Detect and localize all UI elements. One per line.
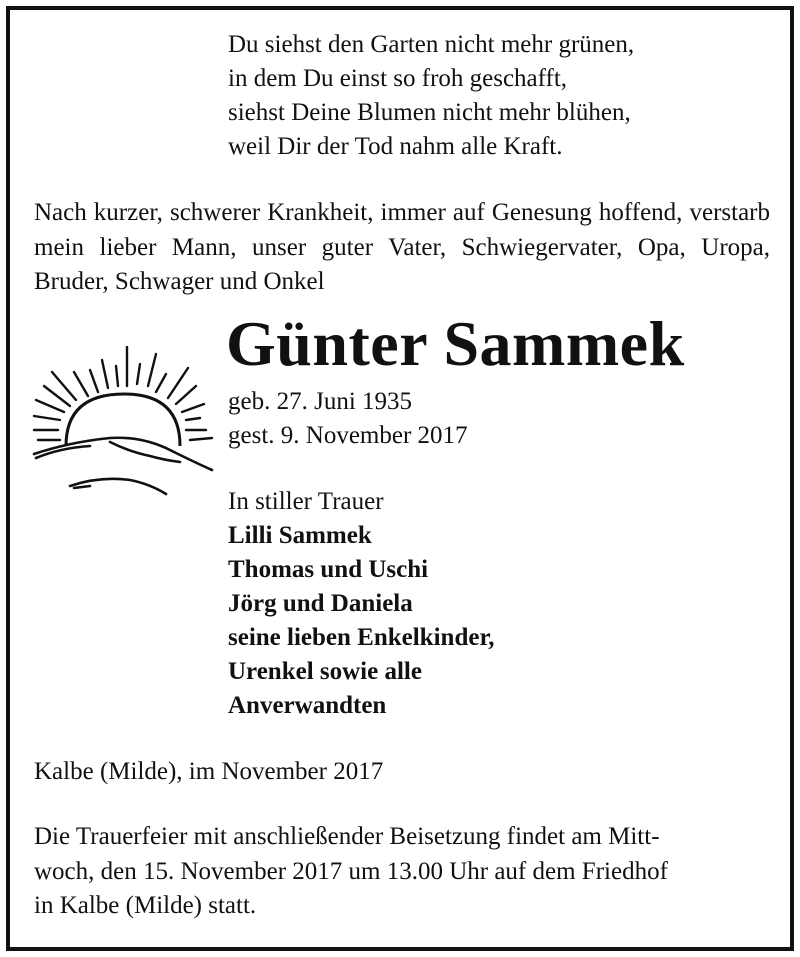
mourners-heading: In stiller Trauer xyxy=(228,488,384,515)
birth-date: geb. 27. Juni 1935 xyxy=(228,388,413,415)
mourner-name: Thomas und Uschi xyxy=(228,556,429,583)
mourner-name: Anverwandten xyxy=(228,692,387,719)
mourner-name: Urenkel sowie alle xyxy=(228,658,422,685)
sunset-over-hills-icon xyxy=(30,346,220,506)
poem-line: Du siehst den Garten nicht mehr grünen, xyxy=(228,31,635,58)
funeral-line: Die Trauerfeier mit anschließender Beisetzung findet am Mitt- xyxy=(34,823,660,850)
poem-line: in dem Du einst so froh geschafft, xyxy=(228,65,568,92)
intro-text: Nach kurzer, schwerer Krankheit, immer auf Genesung hoffend, verstarb mein lieber Mann, unser guter Vater, Schwiegervater, Opa, Uropa, Bruder, Schwager und Onkel xyxy=(34,199,770,295)
funeral-line: in Kalbe (Milde) statt. xyxy=(34,892,257,919)
death-date: gest. 9. November 2017 xyxy=(228,422,468,449)
life-dates xyxy=(228,385,468,453)
mourner-name: seine lieben Enkelkinder, xyxy=(228,624,495,651)
funeral-notice xyxy=(34,820,770,924)
poem xyxy=(228,28,634,164)
mourner-name: Jörg und Daniela xyxy=(228,590,413,617)
mourners-block xyxy=(228,485,495,723)
mourner-name: Lilli Sammek xyxy=(228,522,372,549)
funeral-line: woch, den 15. November 2017 um 13.00 Uhr auf dem Friedhof xyxy=(34,857,668,885)
poem-line: weil Dir der Tod nahm alle Kraft. xyxy=(228,133,563,160)
deceased-name: Günter Sammek xyxy=(226,308,685,379)
poem-line: siehst Deine Blumen nicht mehr blühen, xyxy=(228,99,631,126)
place-and-date: Kalbe (Milde), im November 2017 xyxy=(34,758,384,785)
